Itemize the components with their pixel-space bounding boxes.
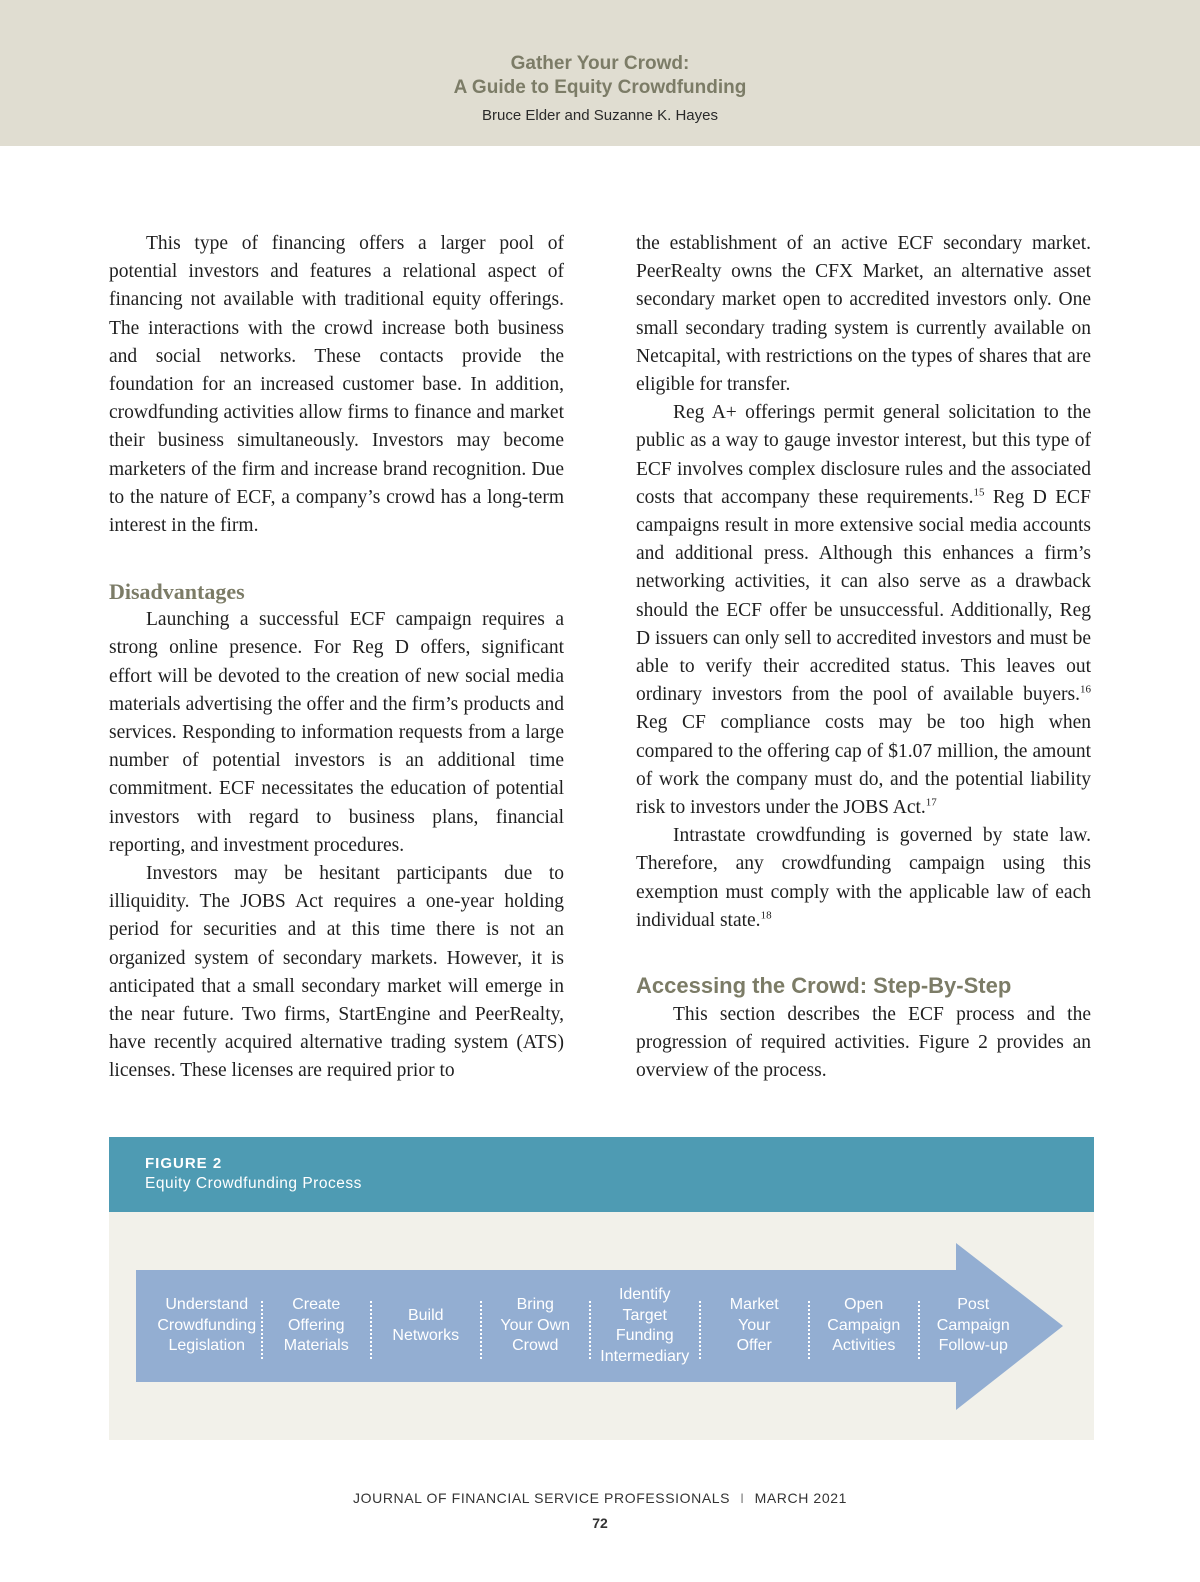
process-step-1: Understand Crowdfunding Legislation [157,1296,257,1355]
footer [0,1490,1200,1506]
text-run: Reg CF compliance costs may be too high when compared to the offering cap of $1.07 million, the amount of work the company must do, and the potential liability risk to investors under the JOBS Act. [636,712,1091,819]
header-authors: Bruce Elder and Suzanne K. Hayes [482,107,718,124]
header-title-line1: Gather Your Crowd: [510,53,690,74]
text-run: Reg A+ offerings permit general solicitation to the public as a way to gauge investor interest, but this type of ECF involves complex disclosure rules and the associated costs that accompany these requirements. [636,402,1091,508]
page-number: 72 [592,1515,608,1531]
header-title-line2: A Guide to Equity Crowdfunding [453,77,747,98]
body-paragraph: Launching a successful ECF campaign requires a strong online presence. For Reg D offers, significant effort will be devoted to the creation of new social media materials advertising the offer and the firm’s products and services. Responding to information requests from a large number of potential investors is an additional time commitment. ECF necessitates the education of potential investors with regard to business plans, financial reporting, and investment procedures. [109,609,564,856]
text-run: Intrastate crowdfunding is governed by state law. Therefore, any crowdfunding campaign using this exemption must comply with the applicable law of each individual state. [636,825,1091,931]
footer-journal: JOURNAL OF FINANCIAL SERVICE PROFESSIONALS [353,1490,731,1506]
process-step-6: Market Your Offer [729,1296,779,1355]
footnote-ref-16: 16 [1080,683,1091,696]
footnote-ref-18: 18 [760,909,772,922]
process-step-2: Create Offering Materials [283,1296,349,1355]
footer-separator: I [740,1490,745,1506]
process-step-4: Bring Your Own Crowd [500,1296,571,1355]
body-paragraph: This section describes the ECF process and the progression of required activities. Figure 2 provides an overview of the process. [636,1004,1091,1082]
text-run: Reg D ECF campaigns result in more extensive social media accounts and additional press. Although this enhances a firm’s networking activities, it can also serve as a drawback should the ECF offer be unsuccessful. Additionally, Reg D issuers can only sell to accredited investors and must be able to verify their accredited status. This leaves out ordinary investors from the pool of available buyers. [636,486,1091,706]
figure-title: Equity Crowdfunding Process [145,1175,362,1192]
figure-label: FIGURE 2 [145,1155,223,1172]
process-step-8: Post Campaign Follow-up [936,1296,1010,1355]
process-step-7: Open Campaign Activities [827,1296,901,1355]
section-heading-disadvantages: Disadvantages [109,579,245,605]
footnote-ref-17: 17 [925,796,937,809]
section-heading-accessing-the-crowd: Accessing the Crowd: Step-By-Step [636,973,1012,999]
body-paragraph: Investors may be hesitant participants due to illiquidity. The JOBS Act requires a one-year holding period for securities and at this time there is not an organized system of secondary markets. However, it is anticipated that a small secondary market will emerge in the near future. Two firms, StartEngine and PeerRealty, have recently acquired alternative trading system (ATS) licenses. These licenses are required prior to [109,863,564,1082]
process-step-3: Build Networks [392,1306,460,1344]
footer-date: MARCH 2021 [754,1490,847,1506]
footnote-ref-15: 15 [973,486,985,499]
body-paragraph: the establishment of an active ECF secondary market. PeerRealty owns the CFX Market, an alternative asset secondary market open to accredited investors only. One small secondary trading system is currently available on Netcapital, with restrictions on the types of shares that are eligible for transfer. [636,233,1091,396]
body-paragraph: This type of financing offers a larger pool of potential investors and features a relational aspect of financing not available with traditional equity offerings. The interactions with the crowd increase both business and social networks. These contacts provide the foundation for an increased customer base. In addition, crowdfunding activities allow firms to finance and market their business simultaneously. Investors may become marketers of the firm and increase brand recognition. Due to the nature of ECF, a company’s crowd has a long-term interest in the firm. [109,233,564,537]
process-step-5: Identify Target Funding Intermediary [600,1286,690,1365]
